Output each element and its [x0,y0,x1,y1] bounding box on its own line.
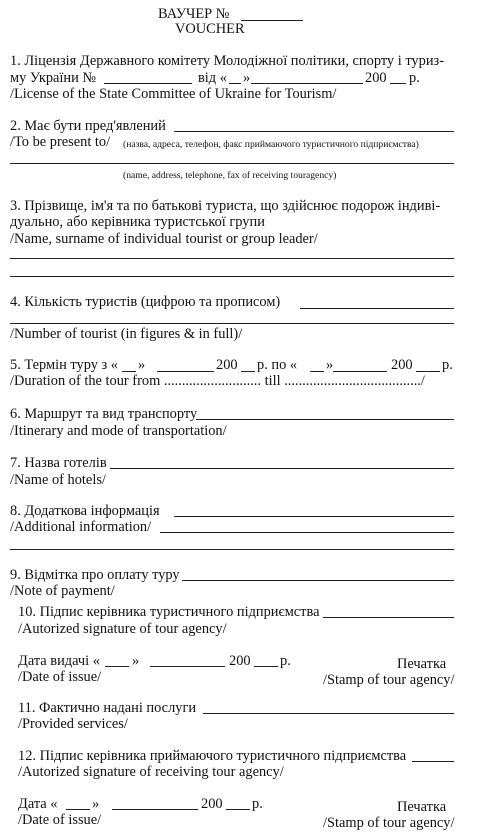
s11-services-field[interactable] [203,713,454,714]
s3-name-field-2[interactable] [10,276,454,277]
s3-name-en: /Name, surname of individual tourist or group leader/ [10,231,318,247]
s1-year-suffix: р. [409,70,420,86]
s12-date-year-suffix: р. [252,796,263,812]
s8-additional-field-2[interactable] [160,532,454,533]
s9-payment-field[interactable] [182,580,454,581]
s5-from-day-field[interactable] [122,371,136,372]
s8-additional-field-3[interactable] [10,549,454,550]
s5-duration-from-label: 5. Термін туру з « [10,357,118,373]
s1-month-field[interactable] [251,83,363,84]
s12-date-year-prefix: 200 [201,796,223,812]
s8-additional-field[interactable] [174,516,454,517]
s4-count-field-2[interactable] [10,323,454,324]
s12-date-year-field[interactable] [226,809,250,810]
s1-day-field[interactable] [229,83,241,84]
s12-date-day-field[interactable] [66,809,90,810]
s10-stamp-label: Печатка [397,656,447,672]
voucher-title-ua: ВАУЧЕР № [158,6,230,22]
s5-till-year-field[interactable] [416,371,440,372]
s5-quote-close-2: » [326,357,334,373]
s6-itinerary-field[interactable] [196,419,454,420]
s7-hotels-label: 7. Назва готелів [10,455,107,471]
s1-from-label: від « [198,70,227,86]
s2-present-field-2[interactable] [10,163,454,164]
s12-stamp-en: /Stamp of tour agency/ [323,815,455,831]
s5-year-prefix-2: 200 [391,357,413,373]
s10-date-label: Дата видачі « [18,653,100,669]
s3-name-label-2: дуально, або керівника туристської групи [10,214,265,230]
s1-license-number-field[interactable] [104,83,192,84]
s8-additional-label: 8. Додаткова інформація [10,503,160,519]
s12-date-month-field[interactable] [112,809,198,810]
voucher-number-line[interactable] [241,20,303,21]
s12-date-en: /Date of issue/ [18,812,102,828]
s1-license-en: /License of the State Committee of Ukraine for Tourism/ [10,86,337,102]
s5-quote-close-1: » [138,357,146,373]
s10-date-quote-close: » [132,653,140,669]
s7-hotels-field[interactable] [110,468,454,469]
s9-payment-label: 9. Відмітка про оплату туру [10,567,180,583]
s6-itinerary-en: /Itinerary and mode of transportation/ [10,423,227,439]
s12-date-label: Дата « [18,796,58,812]
s4-count-field[interactable] [300,308,454,309]
s2-present-label: 2. Має бути пред'явлений [10,118,166,134]
s5-duration-en: /Duration of the tour from ........................... till ....................................../ [10,373,425,389]
s3-name-field-1[interactable] [10,258,454,259]
s1-year-prefix: 200 [365,70,387,86]
s10-date-year-prefix: 200 [229,653,251,669]
s2-present-en: /To be present to/ [10,134,111,150]
s9-payment-en: /Note of payment/ [10,583,115,599]
s1-quote-close: » [243,70,251,86]
s10-date-year-field[interactable] [254,666,278,667]
s10-date-year-suffix: р. [280,653,291,669]
s5-year-suffix: р. [442,357,453,373]
s1-year-field[interactable] [390,83,406,84]
s7-hotels-en: /Name of hotels/ [10,472,106,488]
s5-till-day-field[interactable] [310,371,324,372]
s10-signature-label: 10. Підпис керівника туристичного підприємства [18,604,320,620]
s2-note-ua: (назва, адреса, телефон, факс приймаючого туристичного підприємства) [123,139,419,150]
s6-itinerary-label: 6. Маршрут та вид транспорту [10,406,198,422]
s10-date-month-field[interactable] [150,666,225,667]
s5-from-year-field[interactable] [241,371,255,372]
s3-name-label-1: 3. Прізвище, ім'я та по батькові туриста, що здійснює подорож індиві- [10,198,441,214]
s10-signature-en: /Autorized signature of tour agency/ [18,621,227,637]
s4-count-en: /Number of tourist (in figures & in full)/ [10,326,243,342]
s4-count-label: 4. Кількість туристів (цифрою та прописом) [10,294,281,310]
s12-signature-field[interactable] [412,761,454,762]
s1-number-label: му України № [10,70,97,86]
s10-stamp-en: /Stamp of tour agency/ [323,672,455,688]
s8-additional-en: /Additional information/ [10,519,152,535]
s12-signature-en: /Autorized signature of receiving tour agency/ [18,764,284,780]
s5-year-prefix-1: 200 [216,357,238,373]
s12-stamp-label: Печатка [397,799,447,815]
s1-license-label: 1. Ліцензія Державного комітету Молодіжної політики, спорту і туриз- [10,53,444,69]
s10-date-day-field[interactable] [105,666,129,667]
s11-services-label: 11. Фактично надані послуги [18,700,197,716]
s10-signature-field[interactable] [323,617,454,618]
s10-date-en: /Date of issue/ [18,669,102,685]
s12-signature-label: 12. Підпис керівника приймаючого туристичного підприємства [18,748,407,764]
s2-note-en: (name, address, telephone, fax of receiving touragency) [123,170,337,181]
s2-present-field[interactable] [174,131,454,132]
s5-from-month-field[interactable] [157,371,214,372]
s5-till-label: р. по « [257,357,298,373]
s5-till-month-field[interactable] [333,371,387,372]
voucher-title-en: VOUCHER [175,21,245,37]
s11-services-en: /Provided services/ [18,716,128,732]
s12-date-quote-close: » [92,796,100,812]
